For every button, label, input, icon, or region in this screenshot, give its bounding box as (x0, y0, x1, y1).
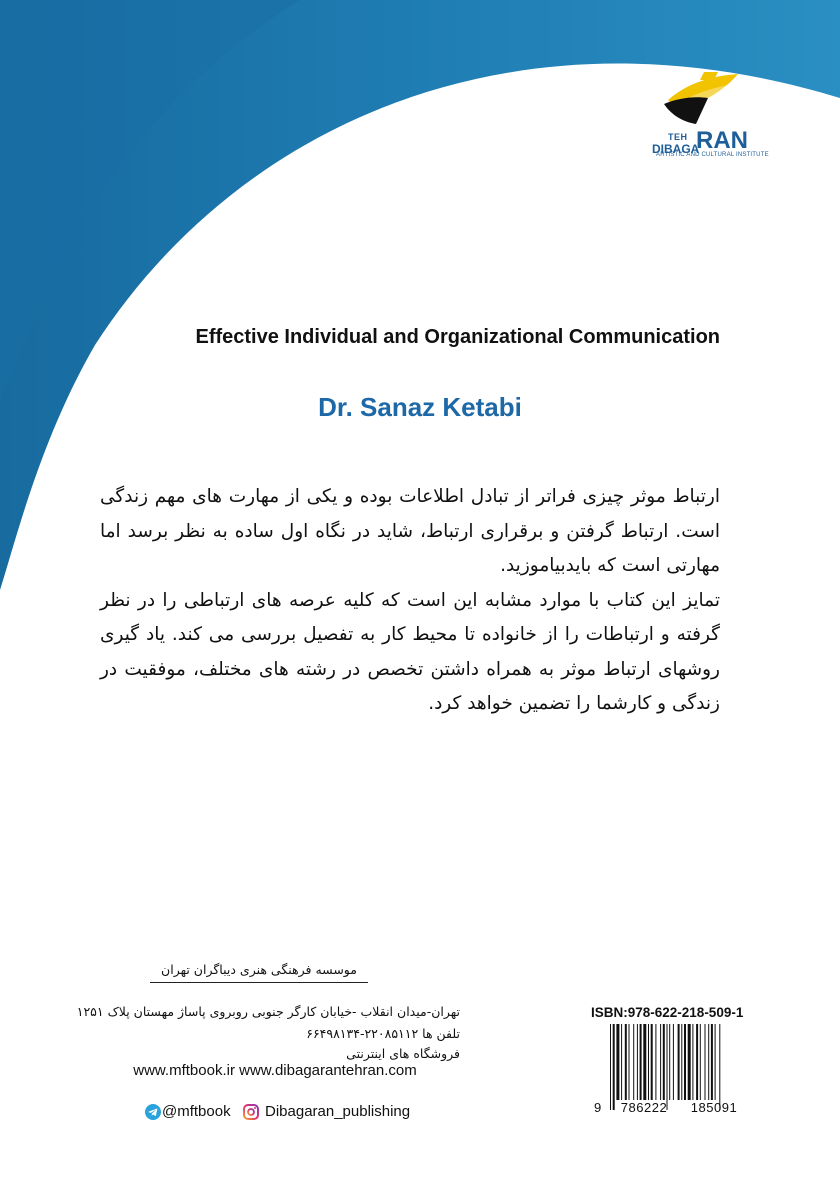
barcode-bar (705, 1024, 706, 1100)
barcode-bar (643, 1024, 646, 1100)
barcode-bar (655, 1024, 656, 1100)
telegram-handle: @mftbook (162, 1103, 231, 1120)
barcode-bar (711, 1024, 713, 1100)
barcode-bar (681, 1024, 682, 1100)
telegram-icon (145, 1104, 161, 1120)
barcode-bar (648, 1024, 649, 1100)
barcode-bar (700, 1024, 701, 1100)
barcode-bar (673, 1024, 674, 1100)
instagram-handle: Dibagaran_publishing (265, 1103, 411, 1120)
publisher-phone: تلفن ها ۲۲۰۸۵۱۱۲-۶۶۴۹۸۱۳۴ (306, 1026, 460, 1041)
barcode-bar (633, 1024, 634, 1100)
barcode-bar (708, 1024, 709, 1100)
barcode-bar (613, 1024, 615, 1110)
book-title-english: Effective Individual and Organizational Communication (195, 326, 720, 348)
barcode-bar (715, 1024, 716, 1100)
logo-text-teh: TEH (668, 132, 688, 142)
description-paragraph: ارتباط موثر چیزی فراتر از تبادل اطلاعات بوده و یکی از مهارت های مهم زندگی است. ارتباط گرفتن و برقراری ارتباط، شاید در نگاه اول ساده به نظر برسد اما مهارتی است که بایدبیاموزید. (100, 486, 720, 576)
author-name-english: Dr. Sanaz Ketabi (318, 392, 522, 422)
isbn-label: ISBN:978-622-218-509-1 (591, 1005, 744, 1020)
barcode-bar (688, 1024, 691, 1100)
barcode-bar (678, 1024, 680, 1100)
logo-text-dibaga: DIBAGA (652, 142, 700, 156)
instagram-icon (243, 1104, 259, 1120)
logo-subtitle: ARTISTIC AND CULTURAL INSTITUTE (656, 152, 769, 158)
barcode-bar (660, 1024, 661, 1100)
barcode-bar (669, 1024, 670, 1100)
publisher-address: تهران-میدان انقلاب -خیابان کارگر جنوبی روبروی پاساژ مهستان پلاک ۱۲۵۱ (76, 1004, 460, 1019)
barcode-digits-right: 185091 (690, 1100, 738, 1115)
barcode-bar (610, 1024, 611, 1110)
barcode-bar (621, 1024, 622, 1100)
barcode-bar (616, 1024, 619, 1100)
barcode-bar (696, 1024, 698, 1100)
barcode-bar (651, 1024, 653, 1100)
barcode-bar (625, 1024, 627, 1100)
barcode-bar (692, 1024, 693, 1100)
barcode-bar (640, 1024, 642, 1100)
logo-text-ran: RAN (696, 127, 748, 154)
barcode-bar (719, 1024, 720, 1110)
barcode-bar (637, 1024, 638, 1100)
publisher-websites: www.mftbook.ir www.dibagarantehran.com (133, 1062, 417, 1079)
book-description (100, 480, 720, 722)
barcode-bar (663, 1024, 665, 1100)
logo-emblem-icon (656, 64, 756, 134)
barcode-bar (684, 1024, 686, 1100)
barcode-bar (667, 1024, 668, 1110)
online-store-label: فروشگاه های اینترنتی (346, 1046, 460, 1061)
publisher-name: موسسه فرهنگی هنری دیباگران تهران (150, 962, 368, 983)
barcode-digits-left: 786222 (620, 1100, 668, 1115)
barcode-bar (629, 1024, 630, 1100)
barcode-lead-digit: 9 (594, 1100, 602, 1115)
description-paragraph: تمایز این کتاب با موارد مشابه این است که کلیه عرصه های ارتباطی را در نظر گرفته و ارتباطات را از خانواده تا محیط کار به تفصیل بررسی می کند. یاد گیری روشهای ارتباط موثر به همراه داشتن تخصص در رشته های مختلف، موفقیت در زندگی و کارشما را تضمین خواهد کرد. (100, 589, 720, 714)
